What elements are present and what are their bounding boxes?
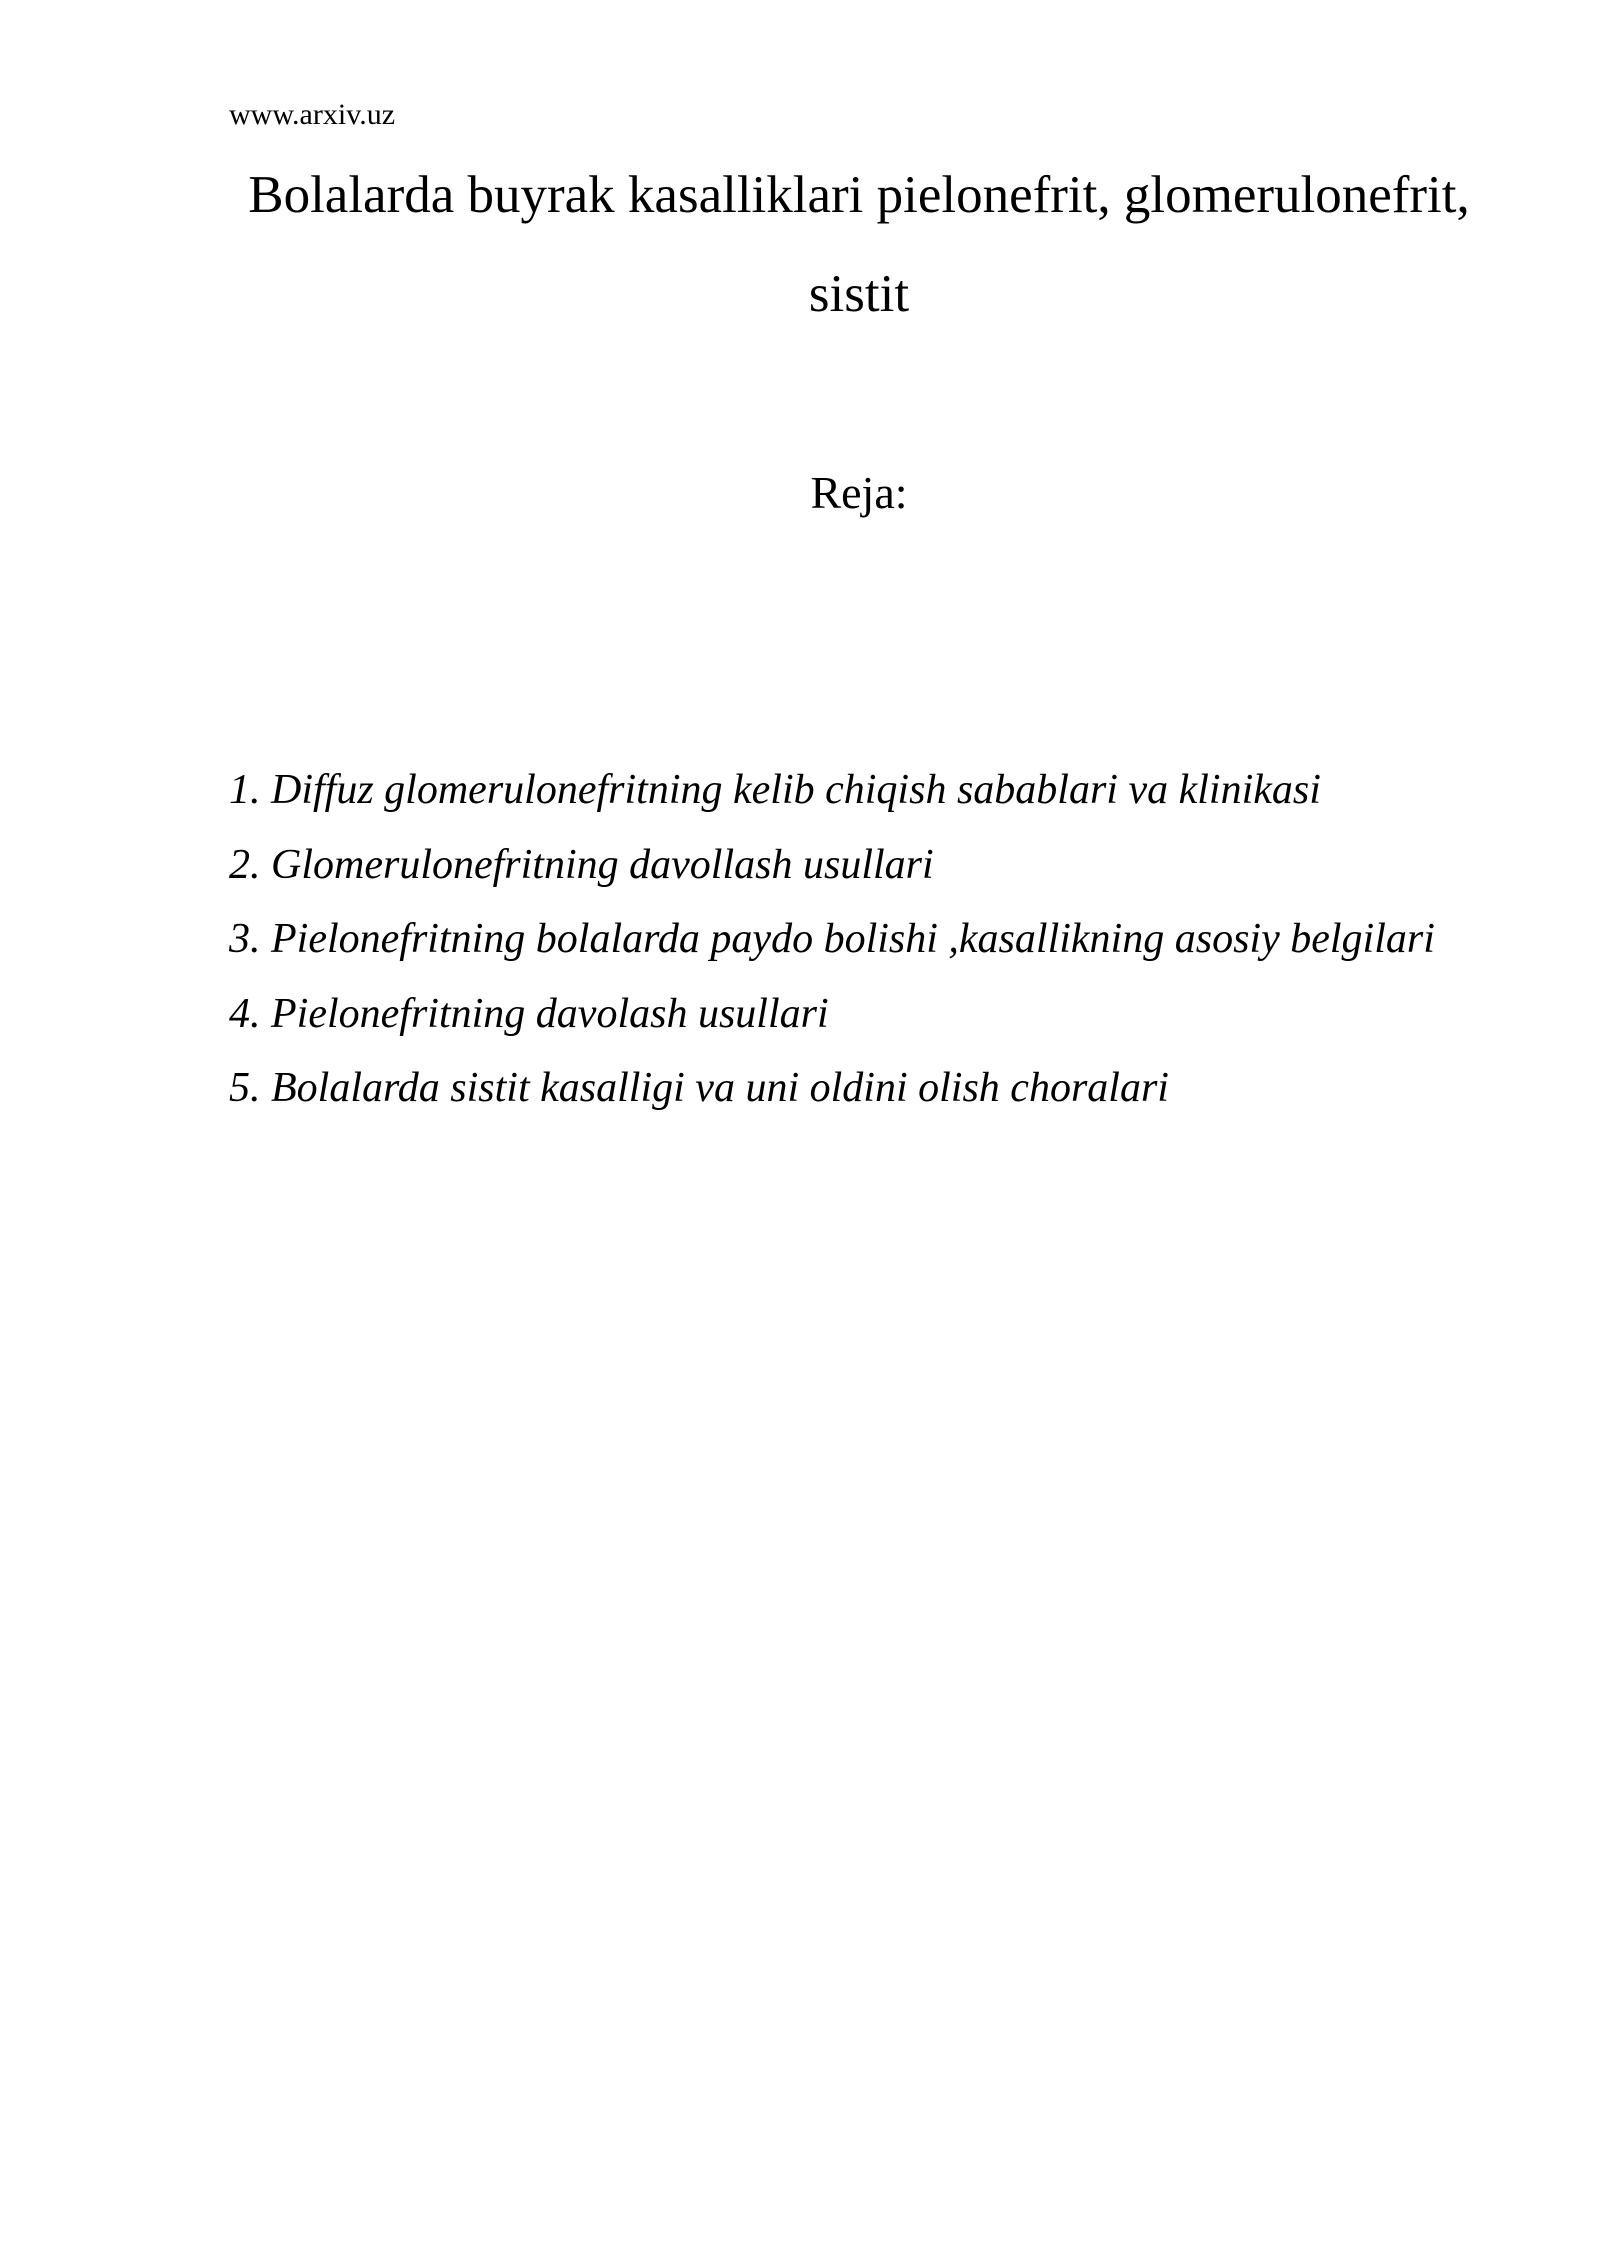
site-url: www.arxiv.uz: [229, 98, 396, 131]
plan-item: 1. Diffuz glomerulonefritning kelib chiqish sabablari va klinikasi: [229, 767, 1321, 813]
plan-item: 2. Glomerulonefritning davollash usullari: [229, 841, 934, 888]
plan-list: [229, 753, 1529, 1126]
plan-heading: Reja:: [810, 467, 908, 518]
plan-item: 5. Bolalarda sistit kasalligi va uni oldini olish choralari: [229, 1065, 1169, 1111]
plan-item: 3. Pielonefritning bolalarda paydo bolishi ,kasallikning asosiy belgilari: [229, 916, 1435, 962]
plan-item: 4. Pielonefritning davolash usullari: [229, 990, 829, 1037]
document-title: Bolalarda buyrak kasalliklari pielonefrit, glomerulonefrit, sistit: [248, 166, 1470, 323]
